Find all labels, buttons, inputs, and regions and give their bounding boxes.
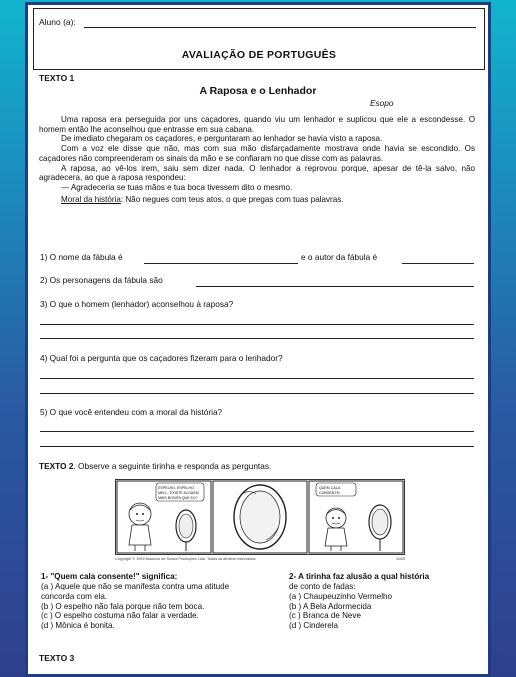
text2-q2-title-cont: de conto de fadas: [289,581,356,591]
exam-title: AVALIAÇÃO DE PORTUGUÊS [181,49,337,61]
moral-label: Moral da história [61,194,121,204]
answer-line-q3[interactable] [40,338,474,339]
question-4: 4) Qual foi a pergunta que os caçadores fizeram para o lenhador? [40,353,283,363]
text2-label: TEXTO 2 [39,461,74,471]
text2-q2-title [289,572,429,582]
question-2: 2) Os personagens da fábula são [40,275,163,285]
svg-text:MEU... EXISTE ALGUÉM: MEU... EXISTE ALGUÉM [158,491,199,495]
text2-q1-option[interactable]: (b ) O espelho não fala porque não tem boca. [41,601,205,611]
text2-q2-option[interactable]: (b ) A Bela Adormecida [289,601,372,611]
text2-heading [39,462,271,472]
story-paragraph: — Agradeceria se tuas mãos e tua boca tivessem dito o mesmo. [61,182,293,192]
text2-q2-option[interactable]: (a ) Chaupeuzinho Vermelho [289,591,393,601]
story-title: A Raposa e o Lenhador [199,85,317,97]
text2-instruction: . Observe a seguinte tirinha e responda as perguntas. [73,461,272,471]
story-moral [39,195,475,205]
answer-line-q5[interactable] [40,446,474,447]
comic-strip-illustration [116,480,404,554]
text2-q2-option[interactable]: (d ) Cinderela [289,621,339,631]
answer-line-q1-name[interactable] [144,263,298,264]
answer-line-q4[interactable] [40,378,474,379]
exam-sheet [25,2,491,677]
text2-q1-title: 1- "Quem cala consente!" significa: [41,572,178,581]
question-1-part-a: 1) O nome da fábula é [40,252,123,262]
story-body [39,115,475,204]
comic-copyright-text: Copyright © 1999 Maurício de Sousa Produções Ltda. Todos os direitos reservados. [115,557,257,561]
question-1-part-b: e o autor da fábula é [301,252,378,262]
svg-text:ESPELHO, ESPELHO: ESPELHO, ESPELHO [158,486,194,490]
story-paragraph: Com a voz ele disse que não, mas com sua mão disfarçadamente mostrava onde havia se escondido. Os caçadores não compreenderam os sinais da mão e se confiaram no que disse com as palavras. [39,144,475,163]
svg-text:CONSENTE!: CONSENTE! [319,491,340,495]
text2-q1-option[interactable]: (d ) Mônica é bonita. [41,621,115,631]
text1-label: TEXTO 1 [39,73,75,83]
exam-header [33,8,485,70]
story-paragraph: A raposa, ao vê-los irem, saiu sem dizer nada. O lenhador a reprovou porque, apesar de tê-la salvo, não agradecera, ao que a raposa respondeu: [39,163,475,183]
text2-q2-option[interactable]: (c ) Branca de Neve [289,611,361,621]
answer-line-q3[interactable] [40,324,474,325]
story-paragraph: De imediato chegaram os caçadores, e perguntaram ao lenhador se havia visto a raposa. [61,134,383,144]
comic-code: 6405 [396,557,405,561]
question-5: 5) O que você entendeu com a moral da história? [40,407,223,417]
story-paragraph: Uma raposa era perseguida por uns caçadores, quando viu um lenhador e suplicou que ele a escondesse. O homem então lhe aconselhou que entrasse em sua cabana. [39,115,475,134]
student-name-label: Aluno (a): [39,17,76,27]
text2-q1-option[interactable]: concorda com ela. [41,591,108,601]
answer-line-q5[interactable] [40,431,474,432]
text2-question-2 [289,572,429,631]
svg-text:MAIS BONITA QUE EU?: MAIS BONITA QUE EU? [158,496,198,500]
story-author: Esopo [370,98,394,108]
text2-q2-title-text: 2- A tirinha faz alusão a qual história [289,572,430,581]
text2-q1-option[interactable]: (a ) Aquele que não se manifesta contra uma atitude [41,581,230,591]
answer-line-q4[interactable] [40,393,474,394]
student-name-line [84,27,476,28]
moral-text: : Não negues com teus atos, o que pregas com tuas palavras. [120,194,344,204]
text2-q1-option[interactable]: (c ) O espelho costuma não falar a verdade. [41,611,199,621]
comic-strip [115,479,405,555]
answer-line-q2[interactable] [196,286,474,287]
answer-line-q1-author[interactable] [402,263,474,264]
svg-text:QUEM CALA: QUEM CALA [319,486,341,490]
text3-label: TEXTO 3 [39,653,75,663]
question-3: 3) O que o homem (lenhador) aconselhou à raposa? [40,299,234,309]
text2-question-1 [41,572,229,631]
comic-copyright [115,557,405,562]
